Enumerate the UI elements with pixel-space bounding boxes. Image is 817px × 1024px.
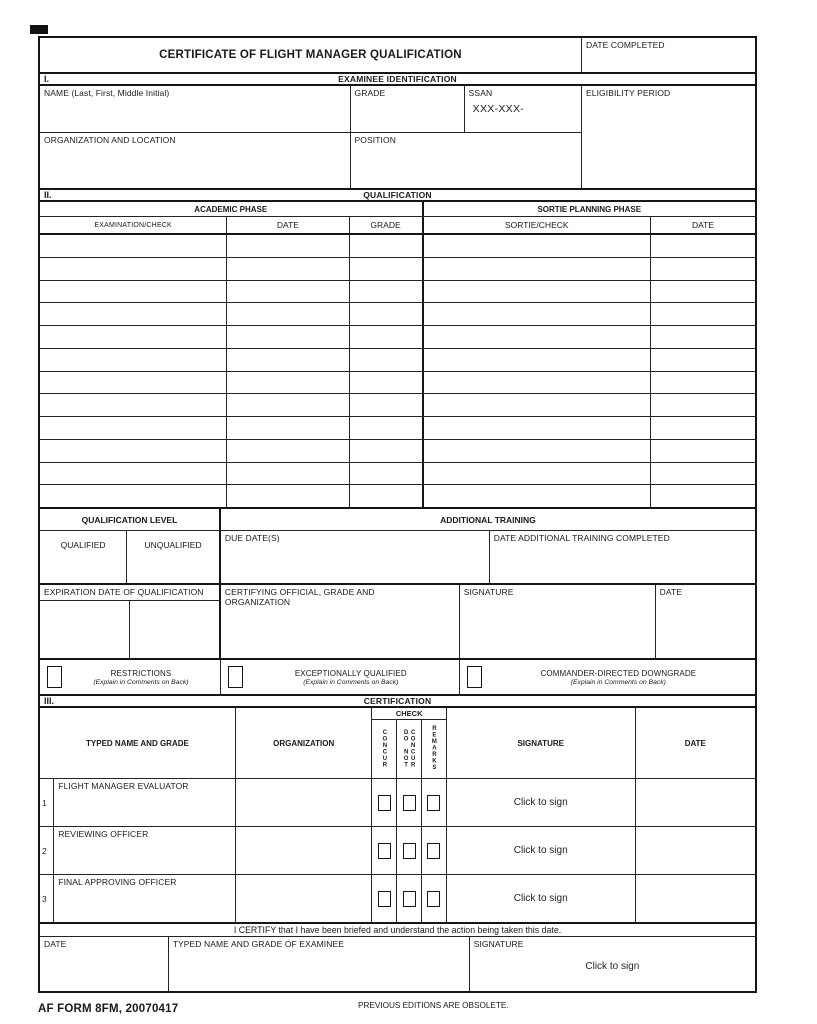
approver-remarks-cell [422, 875, 447, 922]
section1-number: I. [44, 74, 50, 84]
qualification-grid-cell[interactable] [40, 440, 227, 462]
qualification-grid-cell[interactable] [40, 485, 227, 507]
flags-row [40, 658, 755, 694]
approver-concur-checkbox[interactable] [378, 891, 391, 907]
organization-label: ORGANIZATION AND LOCATION [44, 135, 176, 145]
date-completed-field[interactable] [582, 38, 755, 72]
certification-row-3 [40, 874, 755, 922]
qualification-grid-row [40, 302, 755, 325]
reviewer-remarks-cell [422, 827, 447, 874]
approver-role-label: FINAL APPROVING OFFICER [58, 877, 177, 887]
qualification-grid-cell[interactable] [651, 440, 755, 462]
qualification-grid-row [40, 257, 755, 280]
training-completed-label: DATE ADDITIONAL TRAINING COMPLETED [493, 533, 670, 543]
qualification-grid-row [40, 393, 755, 416]
position-label: POSITION [354, 135, 396, 145]
certification-row-2 [40, 826, 755, 874]
restrictions-text [62, 669, 220, 686]
evaluator-click-to-sign[interactable]: Click to sign [513, 797, 568, 808]
qualification-grid-cell[interactable] [350, 372, 423, 394]
check-subcolumns [372, 720, 445, 778]
evaluator-concur-checkbox[interactable] [378, 795, 391, 811]
qualification-grid-cell[interactable] [422, 281, 652, 303]
qualification-grid-row [40, 462, 755, 485]
qualification-grid-cell[interactable] [40, 394, 227, 416]
evaluator-signature-field[interactable] [447, 779, 636, 826]
qualification-grid-cell[interactable] [40, 235, 227, 257]
qualification-grid-cell[interactable] [227, 281, 349, 303]
qualification-grid-cell[interactable] [422, 485, 652, 507]
evaluator-role-label: FLIGHT MANAGER EVALUATOR [58, 781, 189, 791]
certifying-signature-label: SIGNATURE [463, 587, 514, 597]
section1-body [40, 86, 755, 188]
certify-statement: I CERTIFY that I have been briefed and understand the action being taken this date. [233, 925, 562, 935]
qualification-grid-cell[interactable] [350, 417, 423, 439]
qualification-grid-row [40, 325, 755, 348]
due-dates-field[interactable] [221, 531, 490, 583]
identification-row [40, 86, 581, 132]
col-date-academic: DATE [227, 217, 349, 233]
expiration-row [40, 583, 755, 658]
col-sortie-check: SORTIE/CHECK [422, 217, 652, 233]
qualified-field[interactable] [40, 531, 127, 583]
approver-click-to-sign[interactable]: Click to sign [513, 893, 568, 904]
certifying-official-label: CERTIFYING OFFICIAL, GRADE AND ORGANIZATION [224, 587, 375, 608]
qualification-grid-cell[interactable] [651, 326, 755, 348]
qualification-grid-cell[interactable] [350, 326, 423, 348]
restrictions-label: RESTRICTIONS [110, 668, 172, 678]
qualification-grid-cell[interactable] [651, 394, 755, 416]
row-number: 3 [40, 875, 54, 922]
commander-downgrade-label: COMMANDER-DIRECTED DOWNGRADE [540, 668, 697, 678]
qualification-grid-cell[interactable] [651, 417, 755, 439]
restrictions-checkbox[interactable] [47, 666, 62, 688]
commander-downgrade-cell [460, 660, 755, 694]
qualification-grid-cell[interactable] [350, 463, 423, 485]
approver-date-field[interactable] [636, 875, 755, 922]
certifying-date-field[interactable] [656, 585, 755, 658]
do-not-concur-column-header [397, 720, 422, 778]
exceptionally-qualified-checkbox[interactable] [228, 666, 243, 688]
af-form-8fm [38, 36, 757, 993]
qualification-grid-cell[interactable] [350, 349, 423, 371]
approver-signature-field[interactable] [447, 875, 636, 922]
qualification-grid-row [40, 416, 755, 439]
qualification-grid-cell[interactable] [227, 235, 349, 257]
qualification-grid-cell[interactable] [651, 281, 755, 303]
academic-phase-header: ACADEMIC PHASE [40, 202, 423, 216]
do-not-label: DO NOT [403, 729, 410, 769]
qualification-grid-cell[interactable] [350, 440, 423, 462]
evaluator-name-field[interactable] [54, 779, 236, 826]
examinee-date-field[interactable] [40, 937, 169, 991]
qualification-grid-cell[interactable] [350, 235, 423, 257]
examinee-click-to-sign[interactable]: Click to sign [585, 961, 640, 972]
reviewer-remarks-checkbox[interactable] [427, 843, 440, 859]
check-column-group [372, 708, 446, 778]
qualification-grid-cell[interactable] [651, 303, 755, 325]
reviewer-do-not-concur-cell [397, 827, 422, 874]
approver-name-field[interactable] [54, 875, 236, 922]
certification-row-1 [40, 778, 755, 826]
qualification-grid-cell[interactable] [40, 372, 227, 394]
examinee-name-label: TYPED NAME AND GRADE OF EXAMINEE [172, 939, 345, 949]
evaluator-do-not-concur-checkbox[interactable] [403, 795, 416, 811]
certifying-date-label: DATE [659, 587, 683, 597]
approver-do-not-concur-cell [397, 875, 422, 922]
reviewer-concur-cell [372, 827, 397, 874]
exceptionally-qualified-cell [221, 660, 460, 694]
reviewer-organization-field[interactable] [236, 827, 373, 874]
qualification-grid-cell[interactable] [227, 303, 349, 325]
form-title: CERTIFICATE OF FLIGHT MANAGER QUALIFICATION [159, 49, 462, 61]
qualification-grid-cell[interactable] [350, 303, 423, 325]
due-dates-label: DUE DATE(S) [224, 533, 280, 543]
section2-number: II. [44, 190, 52, 200]
approver-concur-cell [372, 875, 397, 922]
unqualified-field[interactable] [127, 531, 221, 583]
qualification-grid-cell[interactable] [40, 326, 227, 348]
approver-do-not-concur-checkbox[interactable] [403, 891, 416, 907]
ssan-value: XXX-XXX- [472, 103, 525, 116]
qualification-grid-cell[interactable] [651, 349, 755, 371]
form-title-cell [40, 38, 582, 72]
reviewer-date-field[interactable] [636, 827, 755, 874]
qualification-grid-cell[interactable] [422, 235, 652, 257]
expiration-field[interactable] [40, 585, 221, 658]
reviewer-signature-field[interactable] [447, 827, 636, 874]
restrictions-note: (Explain in Comments on Back) [93, 678, 189, 686]
expiration-subcell-right[interactable] [129, 601, 219, 658]
check-header: CHECK [372, 708, 445, 720]
evaluator-organization-field[interactable] [236, 779, 373, 826]
concur-label: CONCUR [381, 729, 388, 769]
certifying-official-field[interactable] [221, 585, 460, 658]
qualification-grid-cell[interactable] [350, 394, 423, 416]
qualification-grid-row [40, 280, 755, 303]
qualification-grid-cell[interactable] [422, 326, 652, 348]
evaluator-date-field[interactable] [636, 779, 755, 826]
qualification-grid-cell[interactable] [422, 463, 652, 485]
training-completed-field[interactable] [490, 531, 755, 583]
evaluator-concur-cell [372, 779, 397, 826]
qualification-grid-cell[interactable] [422, 394, 652, 416]
certification-header-row [40, 708, 755, 778]
section3-title: CERTIFICATION [363, 696, 432, 706]
qualification-grid-cell[interactable] [40, 417, 227, 439]
qualification-grid-cell[interactable] [422, 303, 652, 325]
eligibility-period-field[interactable] [582, 86, 755, 188]
commander-downgrade-note: (Explain in Comments on Back) [570, 678, 666, 686]
qualification-grid-cell[interactable] [422, 258, 652, 280]
col-signature: SIGNATURE [447, 708, 636, 778]
qualification-grid-row [40, 348, 755, 371]
commander-downgrade-checkbox[interactable] [467, 666, 482, 688]
qualification-grid-cell[interactable] [40, 281, 227, 303]
reviewer-concur-checkbox[interactable] [378, 843, 391, 859]
qualification-grid-row [40, 484, 755, 507]
reviewer-do-not-concur-checkbox[interactable] [403, 843, 416, 859]
qualification-grid-cell[interactable] [422, 349, 652, 371]
certify-statement-row [40, 922, 755, 936]
col-typed-name-grade: TYPED NAME AND GRADE [40, 708, 236, 778]
expiration-subcell-left[interactable] [40, 601, 129, 658]
examinee-signature-field[interactable] [470, 937, 755, 991]
do-not-concur-label: CONCUR [410, 729, 417, 769]
remarks-column-header [422, 720, 446, 778]
qualification-grid-row [40, 439, 755, 462]
evaluator-remarks-cell [422, 779, 447, 826]
additional-training-header: ADDITIONAL TRAINING [440, 514, 536, 525]
qualified-row [40, 530, 755, 583]
section3-number: III. [44, 696, 55, 706]
title-row [40, 38, 755, 72]
grade-field[interactable] [351, 86, 465, 132]
qualification-grid-cell[interactable] [422, 440, 652, 462]
qualification-grid-cell[interactable] [227, 258, 349, 280]
qualification-grid-cell[interactable] [350, 258, 423, 280]
qualified-label: QUALIFIED [60, 540, 106, 550]
qualification-column-header [40, 216, 755, 235]
examinee-name-field[interactable] [169, 937, 470, 991]
remarks-label: REMARKS [431, 726, 438, 772]
exceptionally-qualified-note: (Explain in Comments on Back) [303, 678, 399, 686]
reviewer-click-to-sign[interactable]: Click to sign [513, 845, 568, 856]
qualification-grid-cell[interactable] [651, 258, 755, 280]
section2-title: QUALIFICATION [363, 190, 432, 200]
section1-band [40, 72, 755, 86]
qualification-grid-cell[interactable] [651, 485, 755, 507]
examinee-signature-label: SIGNATURE [473, 939, 524, 949]
row-number: 1 [40, 779, 54, 826]
qualification-grid-cell[interactable] [651, 372, 755, 394]
col-grade: GRADE [350, 217, 423, 233]
qualification-grid-cell[interactable] [227, 485, 349, 507]
scan-artifact-mark [30, 25, 48, 34]
col-date-sortie: DATE [691, 220, 715, 230]
qualification-grid-cell[interactable] [227, 394, 349, 416]
evaluator-remarks-checkbox[interactable] [427, 795, 440, 811]
qualification-level-header: QUALIFICATION LEVEL [40, 509, 221, 530]
qualification-grid-cell[interactable] [227, 326, 349, 348]
grade-label: GRADE [354, 88, 386, 98]
restrictions-cell [40, 660, 221, 694]
qual-level-header-row [40, 507, 755, 530]
section2-band [40, 188, 755, 202]
exceptionally-qualified-label: EXCEPTIONALLY QUALIFIED [294, 668, 407, 678]
expiration-label: EXPIRATION DATE OF QUALIFICATION [40, 585, 219, 601]
examinee-date-label: DATE [44, 939, 67, 949]
section1-title: EXAMINEE IDENTIFICATION [338, 74, 457, 84]
footer [38, 999, 757, 1015]
date-completed-label: DATE COMPLETED [585, 40, 665, 50]
qualification-grid-cell[interactable] [350, 485, 423, 507]
qualification-grid-row [40, 371, 755, 394]
qualification-grid-cell[interactable] [227, 417, 349, 439]
eligibility-period-label: ELIGIBILITY PERIOD [585, 88, 671, 98]
approver-organization-field[interactable] [236, 875, 373, 922]
organization-row [40, 132, 581, 188]
position-field[interactable] [351, 133, 581, 188]
qualification-grid-cell[interactable] [227, 372, 349, 394]
qualification-grid-cell[interactable] [227, 440, 349, 462]
qualification-grid-cell[interactable] [40, 349, 227, 371]
qualification-grid-cell[interactable] [227, 463, 349, 485]
sortie-phase-header: SORTIE PLANNING PHASE [422, 202, 755, 216]
reviewer-name-field[interactable] [54, 827, 236, 874]
qualification-grid [40, 235, 755, 507]
unqualified-label: UNQUALIFIED [144, 540, 202, 550]
evaluator-do-not-concur-cell [397, 779, 422, 826]
col-organization: ORGANIZATION [236, 708, 373, 778]
ssan-field[interactable] [465, 86, 581, 132]
certifying-signature-field[interactable] [460, 585, 656, 658]
qualification-grid-cell[interactable] [40, 258, 227, 280]
exceptionally-qualified-text [243, 669, 459, 686]
ssan-label: SSAN [468, 88, 493, 98]
row-number: 2 [40, 827, 54, 874]
expiration-subcells [40, 601, 219, 658]
commander-downgrade-text [482, 669, 755, 686]
qualification-grid-cell[interactable] [227, 349, 349, 371]
section1-left [40, 86, 582, 188]
previous-editions-note: PREVIOUS EDITIONS ARE OBSOLETE. [358, 1001, 509, 1010]
qualification-grid-cell[interactable] [422, 417, 652, 439]
qualification-grid-cell[interactable] [651, 235, 755, 257]
qualification-grid-cell[interactable] [651, 463, 755, 485]
col-examination-check: EXAMINATION/CHECK [40, 217, 227, 233]
reviewer-role-label: REVIEWING OFFICER [58, 829, 149, 839]
approver-remarks-checkbox[interactable] [427, 891, 440, 907]
qualification-grid-cell[interactable] [350, 281, 423, 303]
form-id: AF FORM 8FM, 20070417 [38, 1003, 179, 1015]
qualification-grid-cell[interactable] [422, 372, 652, 394]
col-date: DATE [684, 738, 706, 748]
section3-band [40, 694, 755, 708]
qualification-grid-row [40, 235, 755, 257]
concur-column-header [372, 720, 397, 778]
name-label: NAME (Last, First, Middle Initial) [44, 88, 170, 98]
phase-header-row [40, 202, 755, 216]
organization-field[interactable] [40, 133, 351, 188]
examinee-row [40, 936, 755, 991]
name-field[interactable] [40, 86, 351, 132]
qualification-grid-cell[interactable] [40, 463, 227, 485]
qualification-grid-cell[interactable] [40, 303, 227, 325]
